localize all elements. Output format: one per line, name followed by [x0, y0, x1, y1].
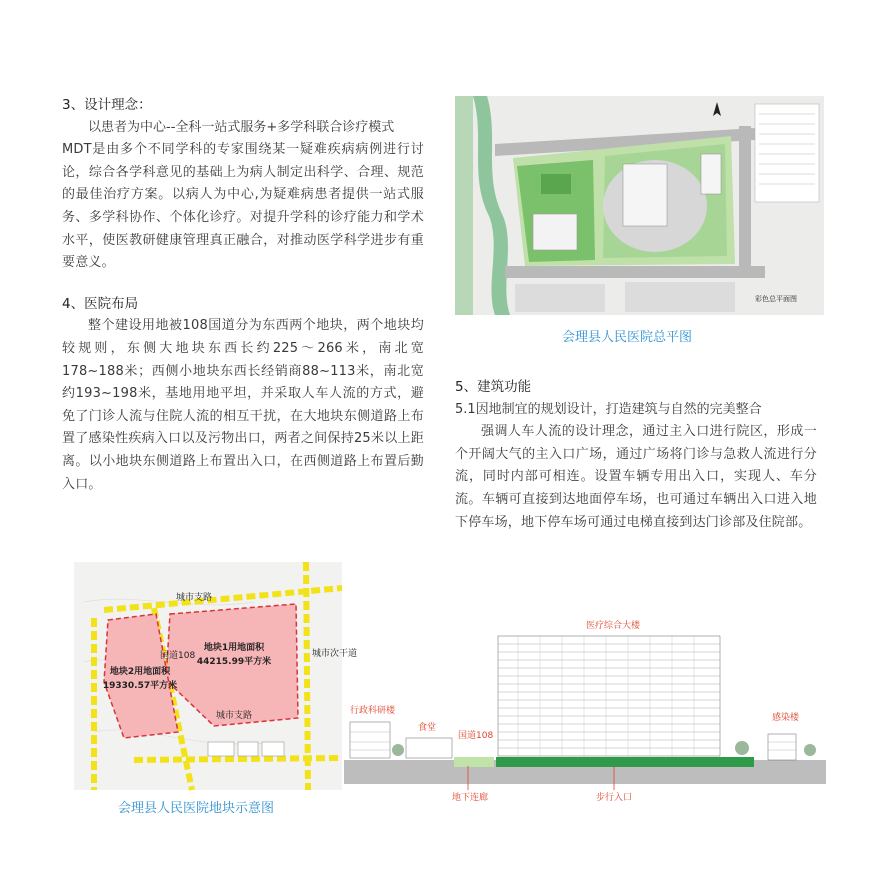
master-plan-drawing: [455, 96, 824, 315]
section-main-label: 医疗综合大楼: [586, 621, 641, 631]
section-tunnel-label: 地下连廊: [452, 793, 489, 803]
section-figure: [340, 614, 830, 804]
section-canteen-label: 食堂: [418, 723, 437, 733]
master-plan-caption: 会理县人民医院总平图: [562, 330, 693, 345]
plot2-area: 19330.57平方米: [102, 681, 178, 691]
section3-heading: 3、设计理念：: [62, 97, 152, 113]
plot-road-mid: 国道108: [160, 651, 196, 661]
section4-body: 整个建设用地被108国道分为东西两个地块，两个地块均较规则，东侧大地块东西长约225～266米，南北宽178~188米；西侧小地块东西长经销商88~113米，南北宽约193~198米，基地用地平坦，并采取人车人流的方式，避免了门诊人流与住院人流的相互干扰，在大地块东侧道路上布置了感染性疾病入口以及污物出口，两者之间保持25米以上距离。以小地块东侧道路上布置出入口，在西侧道路上布置后勤入口。: [62, 318, 424, 492]
section-drawing: [340, 614, 830, 804]
section-walk-label: 步行入口: [596, 793, 633, 803]
section3-lead: 以患者为中心--全科一站式服务+多学科联合诊疗模式: [88, 119, 395, 135]
plot1-label: 地块1用地面积: [203, 643, 265, 653]
plot-map-figure: [74, 562, 358, 790]
plot2-label: 地块2用地面积: [109, 667, 171, 677]
master-plan-figure: [455, 96, 824, 315]
section4-heading: 4、医院布局: [62, 295, 139, 312]
section5-body: 强调人车人流的设计理念，通过主入口进行院区，形成一个开阔大气的主入口广场，通过广场将门诊与急救人流进行分流，同时内部可相连。设置车辆专用出入口，实现人、车分流。车辆可直接到达地面停车场，也可通过车辆出入口进入地下停车场，地下停车场可通过电梯直接到达门诊部及住院部。: [455, 424, 817, 530]
master-plan-stamp: 彩色总平面图: [755, 295, 797, 303]
section5-heading: 5、建筑功能: [455, 379, 532, 395]
plot-map-drawing: [74, 562, 358, 790]
plot-road-top: 城市支路: [175, 593, 213, 603]
left-column: [62, 94, 424, 496]
plot-road-bottom: 城市支路: [215, 711, 253, 721]
right-column: [455, 376, 817, 534]
plot-map-caption: 会理县人民医院地块示意图: [118, 801, 275, 816]
plot1-area: 44215.99平方米: [196, 657, 272, 667]
section5-subheading: 5.1因地制宜的规划设计，打造建筑与自然的完美整合: [455, 401, 762, 417]
section3-body: MDT是由多个不同学科的专家围绕某一疑难疾病病例进行讨论，综合各学科意见的基础上为病人制定出科学、合理、规范的最佳治疗方案。以病人为中心,为疑难病患者提供一站式服务、多学科协作、个体化诊疗。对提升学科的诊疗能力和学术水平，使医教研健康管理真正融合，对推动医学科学进步有重要意义。: [62, 142, 424, 271]
section-infect-label: 感染楼: [772, 713, 800, 723]
section-road-label: 国道108: [458, 731, 494, 741]
section-admin-label: 行政科研楼: [350, 706, 396, 716]
plot-road-right: 城市次干道: [312, 649, 358, 659]
